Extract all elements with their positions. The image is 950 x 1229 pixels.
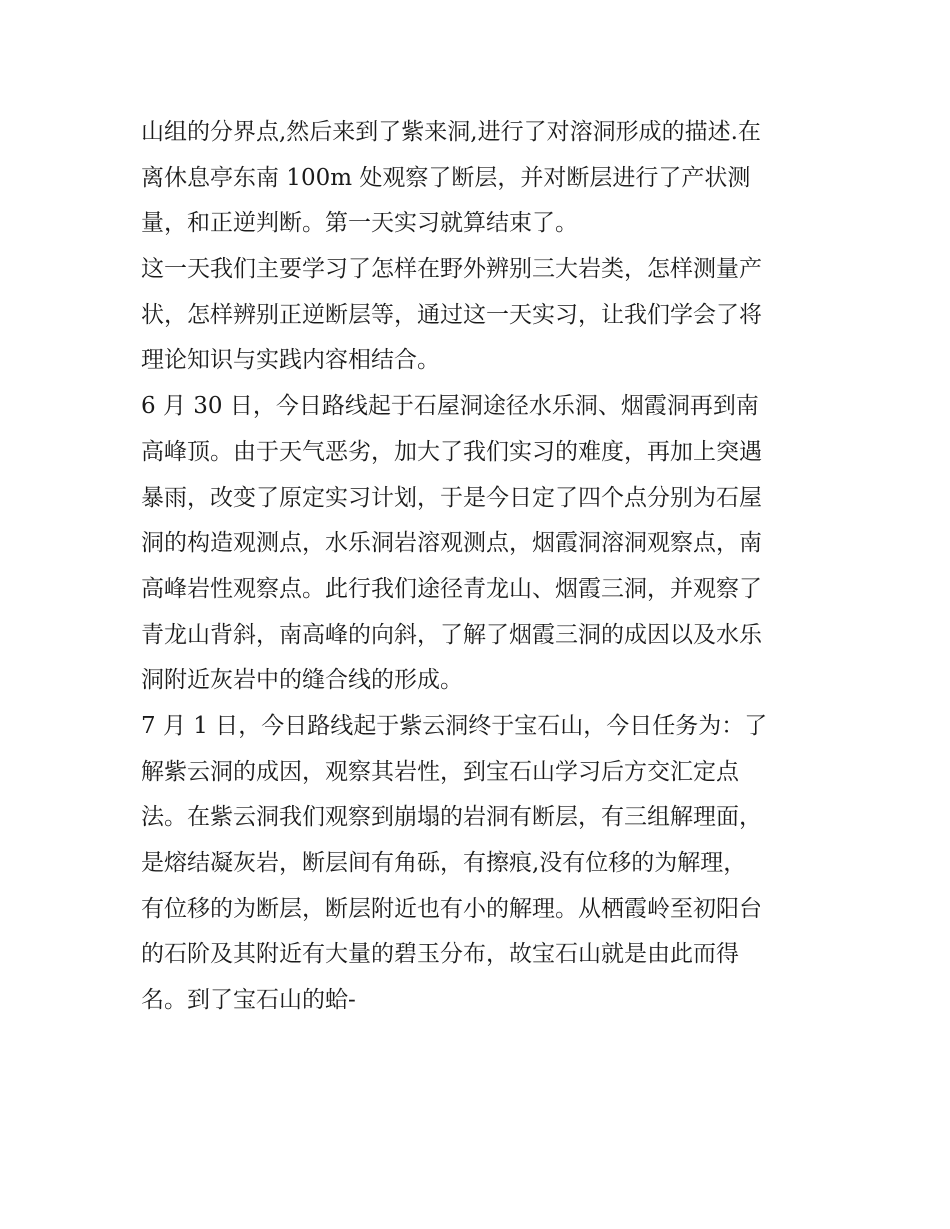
text-line: 高峰顶。由于天气恶劣，加大了我们实习的难度，再加上突遇 xyxy=(141,438,762,465)
text-line: 量，和正逆判断。第一天实习就算结束了。 xyxy=(141,210,578,237)
text-line: 洞的构造观测点，水乐洞岩溶观测点，烟霞洞溶洞观察点，南 xyxy=(141,530,762,557)
text-line: 这一天我们主要学习了怎样在野外辨别三大岩类，怎样测量产 xyxy=(141,256,762,283)
text-line: 离休息亭东南 100m 处观察了断层，并对断层进行了产状测 xyxy=(141,164,751,191)
text-line: 7 月 1 日，今日路线起于紫云洞终于宝石山，今日任务为：了 xyxy=(141,712,768,739)
text-line: 名。到了宝石山的蛤- xyxy=(141,987,356,1014)
text-line: 是熔结凝灰岩，断层间有角砾，有擦痕,没有位移的为解理， xyxy=(141,850,747,876)
text-line: 理论知识与实践内容相结合。 xyxy=(141,347,440,374)
text-line: 青龙山背斜，南高峰的向斜，了解了烟霞三洞的成因以及水乐 xyxy=(141,621,762,648)
text-line: 法。在紫云洞我们观察到崩塌的岩洞有断层，有三组解理面， xyxy=(141,804,762,831)
text-line: 山组的分界点,然后来到了紫来洞,进行了对溶洞形成的描述.在 xyxy=(141,119,761,145)
text-line: 解紫云洞的成因，观察其岩性，到宝石山学习后方交汇定点 xyxy=(141,758,739,785)
text-line: 有位移的为断层，断层附近也有小的解理。从栖霞岭至初阳台 xyxy=(141,895,762,922)
text-line: 暴雨，改变了原定实习计划，于是今日定了四个点分别为石屋 xyxy=(141,484,762,511)
text-line: 高峰岩性观察点。此行我们途径青龙山、烟霞三洞，并观察了 xyxy=(141,575,762,602)
body-text xyxy=(141,110,831,1024)
text-line: 洞附近灰岩中的缝合线的形成。 xyxy=(141,667,463,694)
text-line: 的石阶及其附近有大量的碧玉分布，故宝石山就是由此而得 xyxy=(141,941,739,968)
text-line: 状，怎样辨别正逆断层等，通过这一天实习，让我们学会了将 xyxy=(141,301,762,328)
text-line: 6 月 30 日，今日路线起于石屋洞途径水乐洞、烟霞洞再到南 xyxy=(141,393,759,420)
